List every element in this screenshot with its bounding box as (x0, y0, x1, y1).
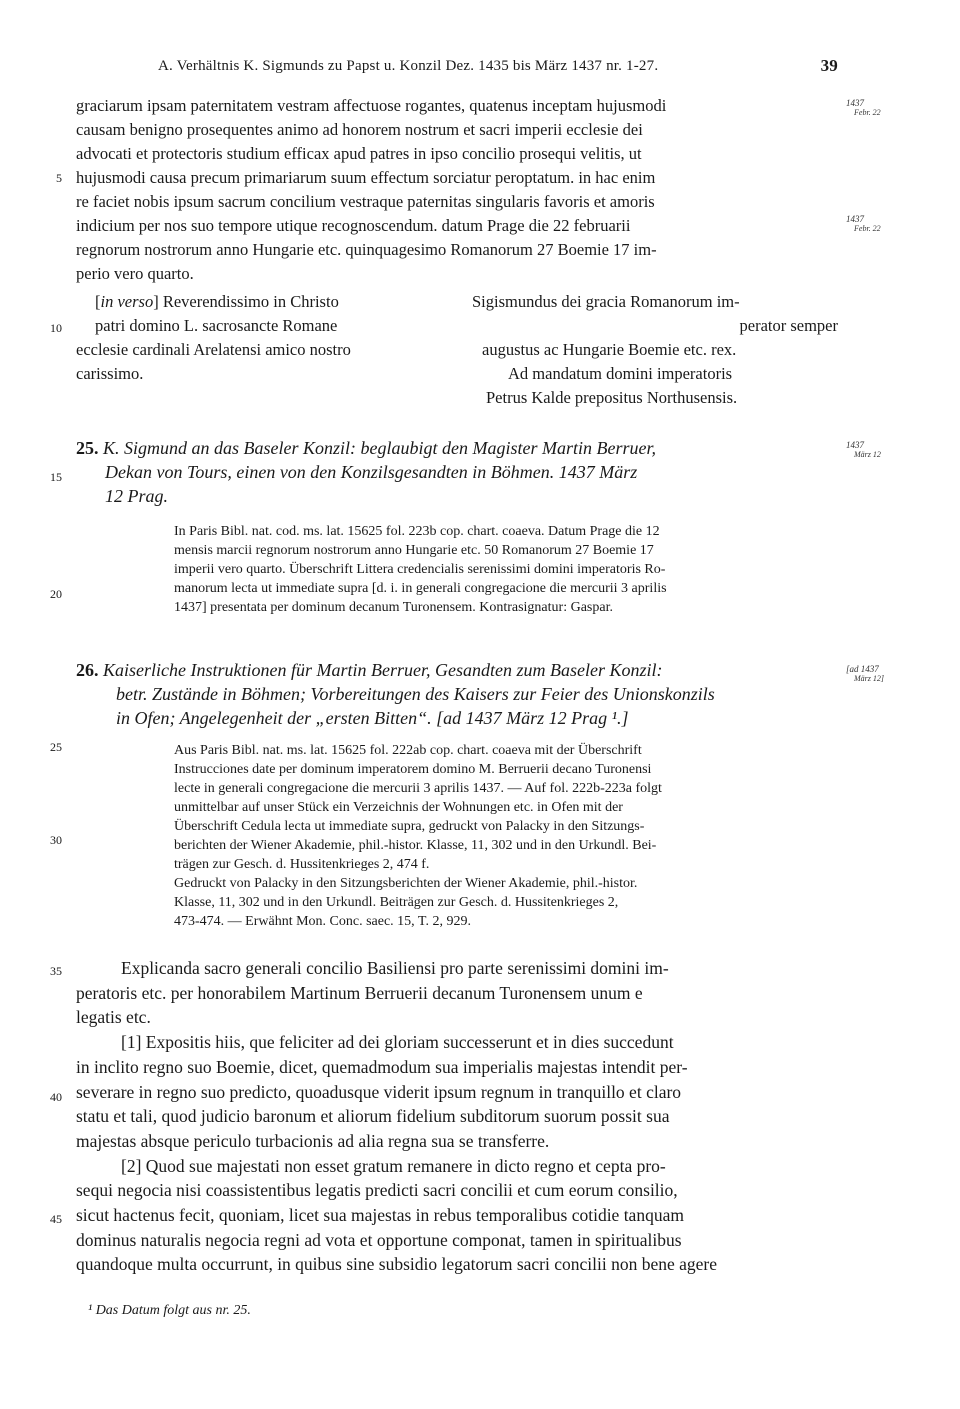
verso-address: [in verso] Reverendissimo in Christo patri domino L. sacrosancte Romane (95, 292, 339, 335)
line-number: 35 (50, 964, 62, 978)
main-text: Explicanda sacro generali concilio Basiliensi pro parte serenissimi domini im- peratoris etc. per honorabilem Martinum Berruerii decanum Turonensem unum e legatis etc. [1] Expositis hiis, que feliciter ad dei gloriam successerunt et in dies succedunt in inclito regno suo Boemie, dicet, quemadmodum sua imperialis majestas intendit per- severare in regno suo predicto, quoadusque viderit ipsum regnum in tranquillo et claro statu et tali, quod judicio baronum et aliorum fidelium subditorum suorum possit sua majestas absque periculo turbacionis ad alia regna sua se transferre. [2] Quod sue majestati non esset gratum remanere in dicto regno et cepta pro- sequi negocia nisi coassistentibus legatis predicti sacri concilii et cum eorum consilio, sicut hactenus fecit, quoniam, licet sua majestas in rebus temporalibus cotidie tanquam dominus naturalis negocia regni ad vota et opportune componat, tamen in spiritualibus quandoque multa occurrunt, in quibus sine subsidio legatorum sacri concilii non bene agere (76, 958, 718, 1275)
doc25-source-note: In Paris Bibl. nat. cod. ms. lat. 15625 fol. 223b cop. chart. coaeva. Datum Prage die 12 mensis marcii regnorum nostrorum anno Hungarie etc. 50 Romanorum 27 Boemie 17 imperii vero quarto. Überschrift Littera credencialis serenissimi domini imperatoris Ro- manorum lecta ut immediate supra [d. i. in generali congregacione die mercurii 3 aprilis 1437] presentata per dominum decanum Turonensem. Kontrasignatur: Gaspar. (174, 524, 667, 615)
page-number: 39 (820, 56, 838, 75)
doc26-number: 26. (76, 660, 99, 680)
verso-label: in verso (100, 292, 154, 311)
verso-address-cont: ecclesie cardinali Arelatensi amico nostro carissimo. (76, 340, 351, 383)
doc26-source-note: Aus Paris Bibl. nat. ms. lat. 15625 fol. 222ab cop. chart. coaeva mit der Überschrift Instrucciones date per dominum imperatorem domino M. Berruerii decano Turonensi lecte in generali congregacione die mercurii 3 aprilis 1437. — Auf fol. 222b-223a folgt unmittelbar auf unser Stück ein Verzeichnis der Wohnungen etc. in Ofen mit der Überschrift Cedula lecta ut immediate supra, gedruckt von Palacky in den Sitzungs- berichten der Wiener Akademie, phil.-histor. Klasse, 11, 302 und in den Urkundl. Bei- trägen zur Gesch. d. Hussitenkrieges 2, 474 f. Gedruckt von Palacky in den Sitzungsberichten der Wiener Akademie, phil.-histor. Klasse, 11, 302 und in den Urkundl. Beiträgen zur Gesch. d. Hussitenkrieges 2, 473-474. — Erwähnt Mon. Conc. saec. 15, T. 2, 929. (174, 743, 662, 929)
margin-date-note: 1437 Febr. 22 (846, 98, 881, 117)
line-number: 20 (50, 587, 62, 601)
letter-paragraph: graciarum ipsam paternitatem vestram affectuose rogantes, quatenus inceptam hujusmodi causam benigno prosequentes animo ad honorem nostrum et sacri imperii ecclesie dei advocati et protectoris studium efficax apud patres in ipso concilio prosequi velitis, ut hujusmodi causa precum primariarum suum effectum sorciatur peroptatum. in hac enim re faciet nobis ipsum sacrum concilium vestraque paternitas singularis favoris et amoris indicium per nos suo tempore utique recognoscendum. datum Prage die 22 februarii regnorum nostrorum anno Hungarie etc. quinquagesimo Romanorum 27 Boemie 17 im- perio vero quarto. (76, 96, 667, 283)
line-number: 5 (56, 171, 62, 185)
doc25-number: 25. (76, 438, 99, 458)
line-number: 15 (50, 470, 62, 484)
doc26-heading: 26. Kaiserliche Instruktionen für Martin Berruer, Gesandten zum Baseler Konzil: betr. Zustände in Böhmen; Vorbereitungen des Kaisers zur Feier des Unionskonzils in Ofen; Angelegenheit der „ersten Bitten“. [ad 1437 März 12 Prag ¹.] (76, 660, 715, 728)
running-header (158, 58, 838, 75)
line-number: 30 (50, 833, 62, 847)
margin-date-note: [ad 1437 März 12] (846, 664, 885, 683)
line-number: 45 (50, 1212, 62, 1226)
line-number: 25 (50, 740, 62, 754)
signature-block: Sigismundus dei gracia Romanorum im- perator semper augustus ac Hungarie Boemie etc. rex. Ad mandatum domini imperatoris Petrus Kalde prepositus Northusensis. (472, 292, 838, 407)
doc25-heading: 25. K. Sigmund an das Baseler Konzil: beglaubigt den Magister Martin Berruer, Dekan von Tours, einen von den Konzilsgesandten in Böhmen. 1437 März 12 Prag. (76, 438, 656, 506)
margin-date-note: 1437 März 12 (846, 440, 881, 459)
line-number: 40 (50, 1090, 62, 1104)
margin-date-note: 1437 Febr. 22 (846, 214, 881, 233)
footnote: ¹ Das Datum folgt aus nr. 25. (88, 1303, 251, 1318)
line-number: 10 (50, 321, 62, 335)
running-title: A. Verhältnis K. Sigmunds zu Papst u. Konzil Dez. 1435 bis März 1437 nr. 1-27. (158, 58, 659, 74)
